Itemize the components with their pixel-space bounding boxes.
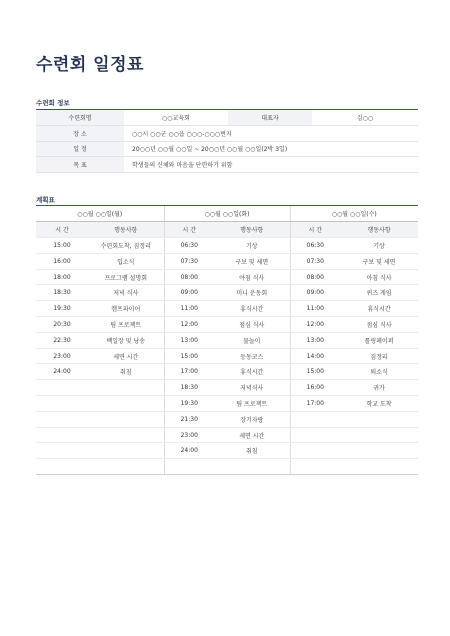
day1-time-cell: 18:00 bbox=[36, 269, 88, 285]
day1-time-cell bbox=[36, 411, 88, 427]
day2-activity-cell: 물놀이 bbox=[214, 332, 290, 348]
day2-activity-cell: 세면 시간 bbox=[214, 427, 290, 443]
day2-activity-cell bbox=[214, 459, 290, 475]
day2-activity-cell: 구보 및 세면 bbox=[214, 253, 290, 269]
day1-activity-cell: 캠프파이어 bbox=[88, 301, 164, 317]
day2-time-cell: 08:00 bbox=[164, 269, 214, 285]
activity-header: 행동사항 bbox=[88, 222, 164, 238]
column-header-row bbox=[36, 222, 418, 238]
schedule-row bbox=[36, 443, 418, 459]
day2-activity-cell: 휴식시간 bbox=[214, 364, 290, 380]
day3-time-cell: 17:00 bbox=[290, 396, 340, 412]
schedule-row bbox=[36, 238, 418, 254]
day1-activity-cell bbox=[88, 380, 164, 396]
schedule-row bbox=[36, 427, 418, 443]
day3-activity-cell bbox=[340, 459, 418, 475]
info-table bbox=[36, 110, 418, 173]
day3-time-cell: 08:00 bbox=[290, 269, 340, 285]
place-label: 장 소 bbox=[36, 126, 124, 142]
schedule-row bbox=[36, 285, 418, 301]
day-header-row bbox=[36, 206, 418, 222]
day3-activity-cell: 학교 도착 bbox=[340, 396, 418, 412]
date-label: 일 정 bbox=[36, 141, 124, 157]
day1-time-cell: 15:00 bbox=[36, 238, 88, 254]
schedule-row bbox=[36, 364, 418, 380]
day3-time-cell bbox=[290, 459, 340, 475]
schedule-row bbox=[36, 317, 418, 333]
day2-activity-cell: 아침 식사 bbox=[214, 269, 290, 285]
day2-activity-cell: 등동코스 bbox=[214, 348, 290, 364]
day3-activity-cell bbox=[340, 427, 418, 443]
day3-activity-cell: 퀴즈 게임 bbox=[340, 285, 418, 301]
day3-activity-cell bbox=[340, 411, 418, 427]
day1-time-cell: 18:30 bbox=[36, 285, 88, 301]
day3-activity-cell: 구보 및 세면 bbox=[340, 253, 418, 269]
day1-activity-cell: 입소식 bbox=[88, 253, 164, 269]
day3-time-cell: 11:00 bbox=[290, 301, 340, 317]
date-value: 20○○년 ○○월 ○○일 ~ 20○○년 ○○월 ○○일(2박 3일) bbox=[124, 141, 418, 157]
day2-time-cell: 19:30 bbox=[164, 396, 214, 412]
time-header: 시 간 bbox=[290, 222, 340, 238]
day1-activity-cell bbox=[88, 443, 164, 459]
activity-header: 행동사항 bbox=[214, 222, 290, 238]
name-value: ○○교육회 bbox=[124, 110, 228, 126]
day2-activity-cell: 기상 bbox=[214, 238, 290, 254]
schedule-row bbox=[36, 253, 418, 269]
day2-activity-cell: 저녁식사 bbox=[214, 380, 290, 396]
day1-activity-cell: 수련회도착, 짐정리 bbox=[88, 238, 164, 254]
page-title: 수련회 일정표 bbox=[36, 55, 144, 75]
day3-activity-cell: 귀가 bbox=[340, 380, 418, 396]
goal-value: 학생들의 신체와 마음을 단련하기 위함 bbox=[124, 157, 418, 173]
time-header: 시 간 bbox=[36, 222, 88, 238]
day2-activity-cell: 점심 식사 bbox=[214, 317, 290, 333]
day1-time-cell bbox=[36, 380, 88, 396]
day1-activity-cell: 저녁 식사 bbox=[88, 285, 164, 301]
day3-time-cell bbox=[290, 411, 340, 427]
schedule-row bbox=[36, 332, 418, 348]
day3-activity-cell: 퇴소식 bbox=[340, 364, 418, 380]
day1-time-cell: 20:30 bbox=[36, 317, 88, 333]
day2-time-cell: 09:00 bbox=[164, 285, 214, 301]
schedule-row bbox=[36, 411, 418, 427]
day2-activity-cell: 장기자랑 bbox=[214, 411, 290, 427]
schedule-row bbox=[36, 301, 418, 317]
day1-activity-cell: 백일장 및 낭송 bbox=[88, 332, 164, 348]
info-row-place bbox=[36, 126, 418, 142]
day3-time-cell: 12:00 bbox=[290, 317, 340, 333]
info-row-goal bbox=[36, 157, 418, 173]
time-header: 시 간 bbox=[164, 222, 214, 238]
day3-time-cell: 15:00 bbox=[290, 364, 340, 380]
day1-time-cell: 24:00 bbox=[36, 364, 88, 380]
day1-activity-cell: 팀 프로젝트 bbox=[88, 317, 164, 333]
day2-time-cell: 13:00 bbox=[164, 332, 214, 348]
day1-time-cell bbox=[36, 459, 88, 475]
day1-activity-cell bbox=[88, 411, 164, 427]
day2-activity-cell: 팀 프로젝트 bbox=[214, 396, 290, 412]
day-header-1: ○○월 ○○일(월) bbox=[36, 206, 164, 222]
place-value: ○○시 ○○군 ○○읍 ○○○-○○○번지 bbox=[124, 126, 418, 142]
leader-value: 김○○ bbox=[312, 110, 418, 126]
day3-time-cell: 06:30 bbox=[290, 238, 340, 254]
day-header-2: ○○월 ○○일(화) bbox=[164, 206, 290, 222]
schedule-row bbox=[36, 380, 418, 396]
day2-time-cell: 12:00 bbox=[164, 317, 214, 333]
day1-activity-cell: 세면 시간 bbox=[88, 348, 164, 364]
day1-time-cell: 19:30 bbox=[36, 301, 88, 317]
activity-header: 행동사항 bbox=[340, 222, 418, 238]
day1-time-cell bbox=[36, 427, 88, 443]
day1-activity-cell: 취침 bbox=[88, 364, 164, 380]
day2-time-cell: 15:00 bbox=[164, 348, 214, 364]
info-row-name bbox=[36, 110, 418, 126]
info-section-title: 수련회 정보 bbox=[36, 99, 70, 107]
day3-activity-cell bbox=[340, 443, 418, 459]
goal-label: 목 표 bbox=[36, 157, 124, 173]
day1-time-cell: 22:30 bbox=[36, 332, 88, 348]
day2-time-cell: 24:00 bbox=[164, 443, 214, 459]
leader-label: 대표자 bbox=[228, 110, 312, 126]
plan-body bbox=[36, 238, 418, 475]
plan-section-title: 계획표 bbox=[36, 196, 55, 204]
day2-activity-cell: 휴식시간 bbox=[214, 301, 290, 317]
name-label: 수련회명 bbox=[36, 110, 124, 126]
day3-time-cell: 14:00 bbox=[290, 348, 340, 364]
day1-time-cell bbox=[36, 443, 88, 459]
day1-activity-cell bbox=[88, 396, 164, 412]
day3-time-cell: 09:00 bbox=[290, 285, 340, 301]
schedule-row bbox=[36, 269, 418, 285]
day3-activity-cell: 짐정리 bbox=[340, 348, 418, 364]
day1-activity-cell: 프로그램 설명회 bbox=[88, 269, 164, 285]
day1-activity-cell bbox=[88, 459, 164, 475]
day2-time-cell: 11:00 bbox=[164, 301, 214, 317]
day1-time-cell bbox=[36, 396, 88, 412]
day2-time-cell: 23:00 bbox=[164, 427, 214, 443]
day2-time-cell: 17:00 bbox=[164, 364, 214, 380]
day1-time-cell: 16:00 bbox=[36, 253, 88, 269]
day3-time-cell bbox=[290, 443, 340, 459]
plan-table bbox=[36, 206, 418, 475]
day3-time-cell: 13:00 bbox=[290, 332, 340, 348]
schedule-row bbox=[36, 459, 418, 475]
day2-activity-cell: 취침 bbox=[214, 443, 290, 459]
schedule-row bbox=[36, 348, 418, 364]
day2-activity-cell: 미니 운동회 bbox=[214, 285, 290, 301]
day3-time-cell bbox=[290, 427, 340, 443]
day2-time-cell bbox=[164, 459, 214, 475]
day1-activity-cell bbox=[88, 427, 164, 443]
day-header-3: ○○월 ○○일(수) bbox=[290, 206, 418, 222]
schedule-row bbox=[36, 396, 418, 412]
day2-time-cell: 07:30 bbox=[164, 253, 214, 269]
day3-activity-cell: 휴식시간 bbox=[340, 301, 418, 317]
day3-time-cell: 16:00 bbox=[290, 380, 340, 396]
day2-time-cell: 06:30 bbox=[164, 238, 214, 254]
day3-time-cell: 07:30 bbox=[290, 253, 340, 269]
day2-time-cell: 18:30 bbox=[164, 380, 214, 396]
day3-activity-cell: 점심 식사 bbox=[340, 317, 418, 333]
day1-time-cell: 23:00 bbox=[36, 348, 88, 364]
day3-activity-cell: 아침 식사 bbox=[340, 269, 418, 285]
day2-time-cell: 21:30 bbox=[164, 411, 214, 427]
day3-activity-cell: 롤링페이퍼 bbox=[340, 332, 418, 348]
info-row-date bbox=[36, 141, 418, 157]
day3-activity-cell: 기상 bbox=[340, 238, 418, 254]
